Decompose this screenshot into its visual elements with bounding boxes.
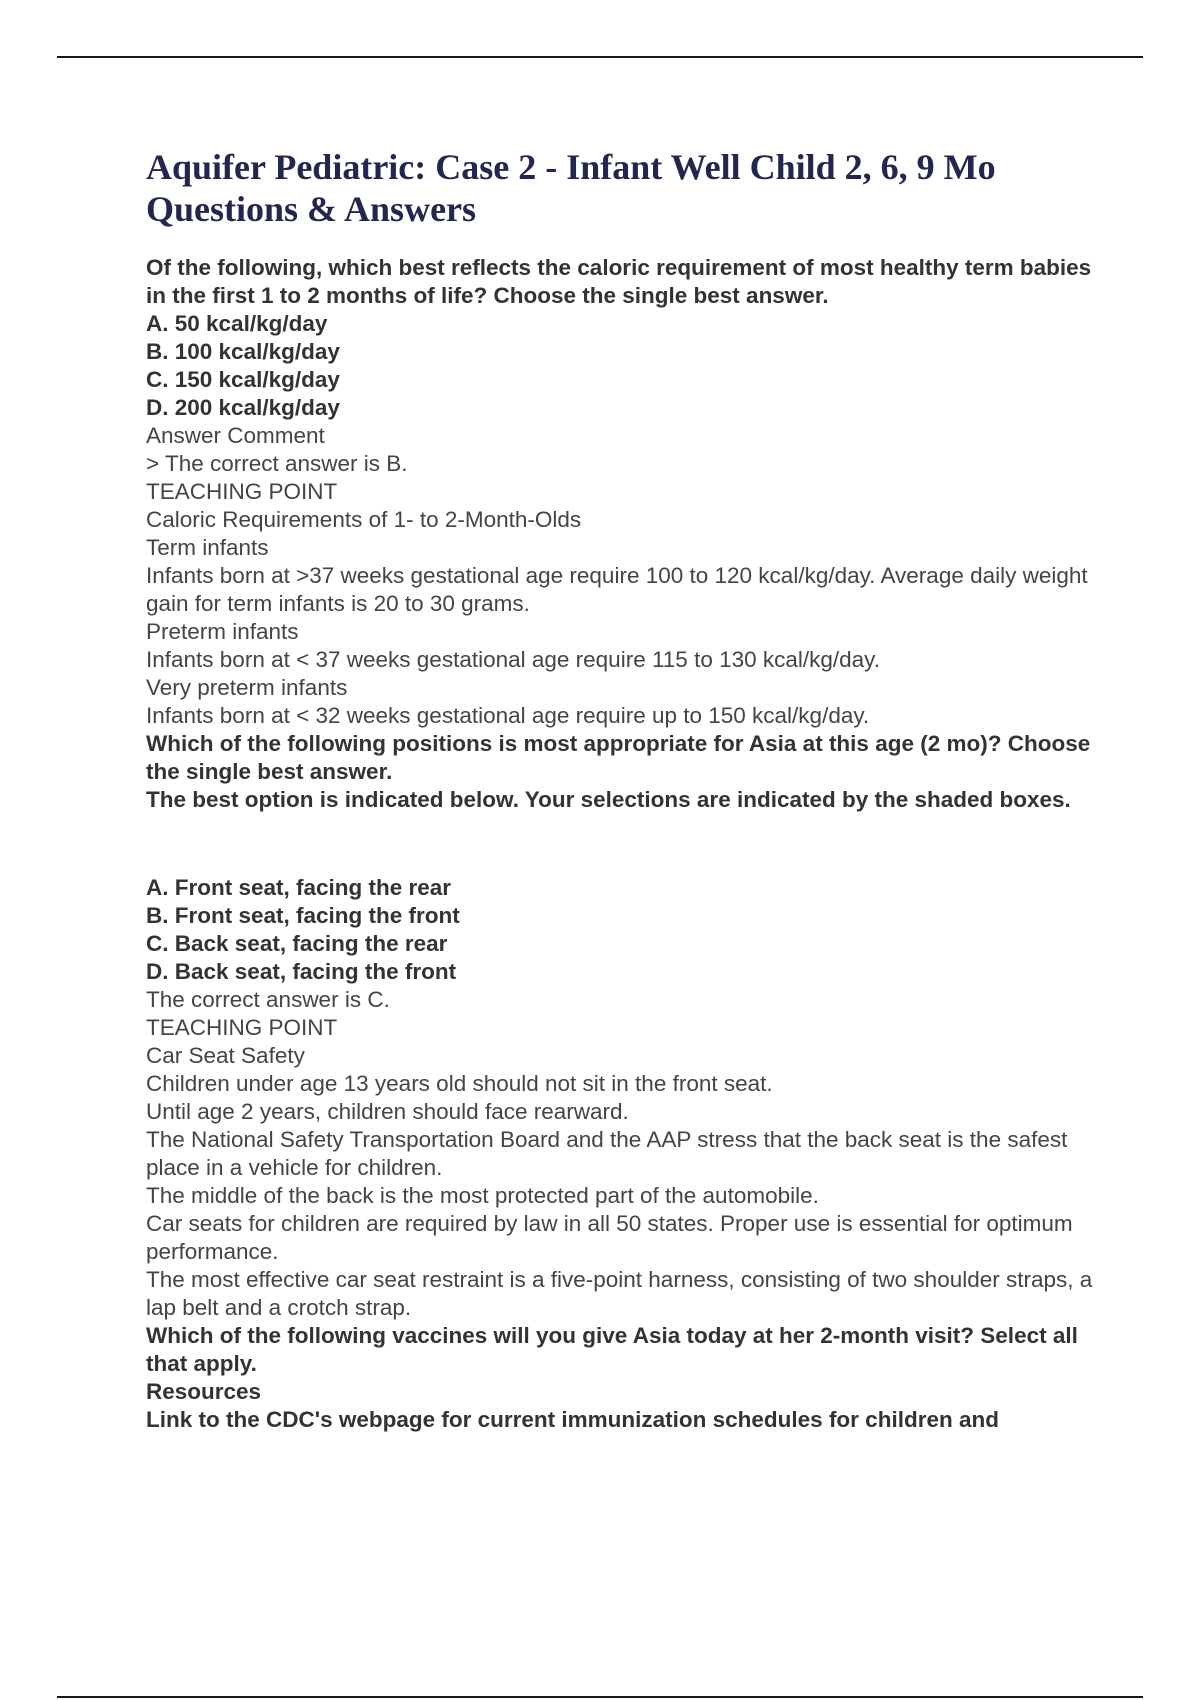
question-text: Link to the CDC's webpage for current immunization schedules for children and	[146, 1407, 999, 1432]
blank-line	[146, 830, 1106, 858]
answer-text: The correct answer is C.	[146, 987, 390, 1012]
answer-text: Until age 2 years, children should face rearward.	[146, 1099, 629, 1124]
question-text: D. 200 kcal/kg/day	[146, 395, 340, 420]
bottom-rule	[57, 1696, 1143, 1698]
answer-text: Infants born at >37 weeks gestational age require 100 to 120 kcal/kg/day. Average daily weight gain for term infants is 20 to 30 grams.	[146, 563, 1088, 616]
answer-text: > The correct answer is B.	[146, 451, 408, 476]
answer-text: The middle of the back is the most protected part of the automobile.	[146, 1183, 819, 1208]
question-text: A. 50 kcal/kg/day	[146, 311, 328, 336]
answer-text: Infants born at < 37 weeks gestational age require 115 to 130 kcal/kg/day.	[146, 647, 881, 672]
question-text: A. Front seat, facing the rear	[146, 875, 452, 900]
question-text: Which of the following positions is most appropriate for Asia at this age (2 mo)? Choose the single best answer.	[146, 731, 1091, 784]
answer-text: Answer Comment	[146, 423, 325, 448]
answer-text: The National Safety Transportation Board and the AAP stress that the back seat is the safest place in a vehicle for children.	[146, 1127, 1068, 1180]
question-text: Of the following, which best reflects the caloric requirement of most healthy term babies in the first 1 to 2 months of life? Choose the single best answer.	[146, 255, 1092, 308]
answer-text: Car seats for children are required by law in all 50 states. Proper use is essential for optimum performance.	[146, 1211, 1073, 1264]
answer-text: The most effective car seat restraint is a five-point harness, consisting of two shoulder straps, a lap belt and a crotch strap.	[146, 1267, 1093, 1320]
question-text: D. Back seat, facing the front	[146, 959, 457, 984]
answer-text: Children under age 13 years old should not sit in the front seat.	[146, 1071, 773, 1096]
question-text: B. Front seat, facing the front	[146, 903, 460, 928]
question-text: Which of the following vaccines will you give Asia today at her 2-month visit? Select all that apply.	[146, 1323, 1078, 1376]
answer-text: Infants born at < 32 weeks gestational age require up to 150 kcal/kg/day.	[146, 703, 870, 728]
answer-text: Very preterm infants	[146, 675, 348, 700]
document-lines	[146, 254, 1106, 1434]
answer-text: Caloric Requirements of 1- to 2-Month-Olds	[146, 507, 582, 532]
question-text: C. Back seat, facing the rear	[146, 931, 448, 956]
question-text: C. 150 kcal/kg/day	[146, 367, 340, 392]
document-body	[146, 146, 1106, 1434]
answer-text: TEACHING POINT	[146, 479, 338, 504]
answer-text: TEACHING POINT	[146, 1015, 338, 1040]
question-text: Resources	[146, 1379, 262, 1404]
question-text: B. 100 kcal/kg/day	[146, 339, 340, 364]
answer-text: Car Seat Safety	[146, 1043, 305, 1068]
document-title: Aquifer Pediatric: Case 2 - Infant Well Child 2, 6, 9 Mo Questions & Answers	[146, 147, 996, 229]
answer-text: Term infants	[146, 535, 269, 560]
question-text: The best option is indicated below. Your selections are indicated by the shaded boxes.	[146, 787, 1071, 812]
top-rule	[57, 56, 1143, 58]
answer-text: Preterm infants	[146, 619, 299, 644]
